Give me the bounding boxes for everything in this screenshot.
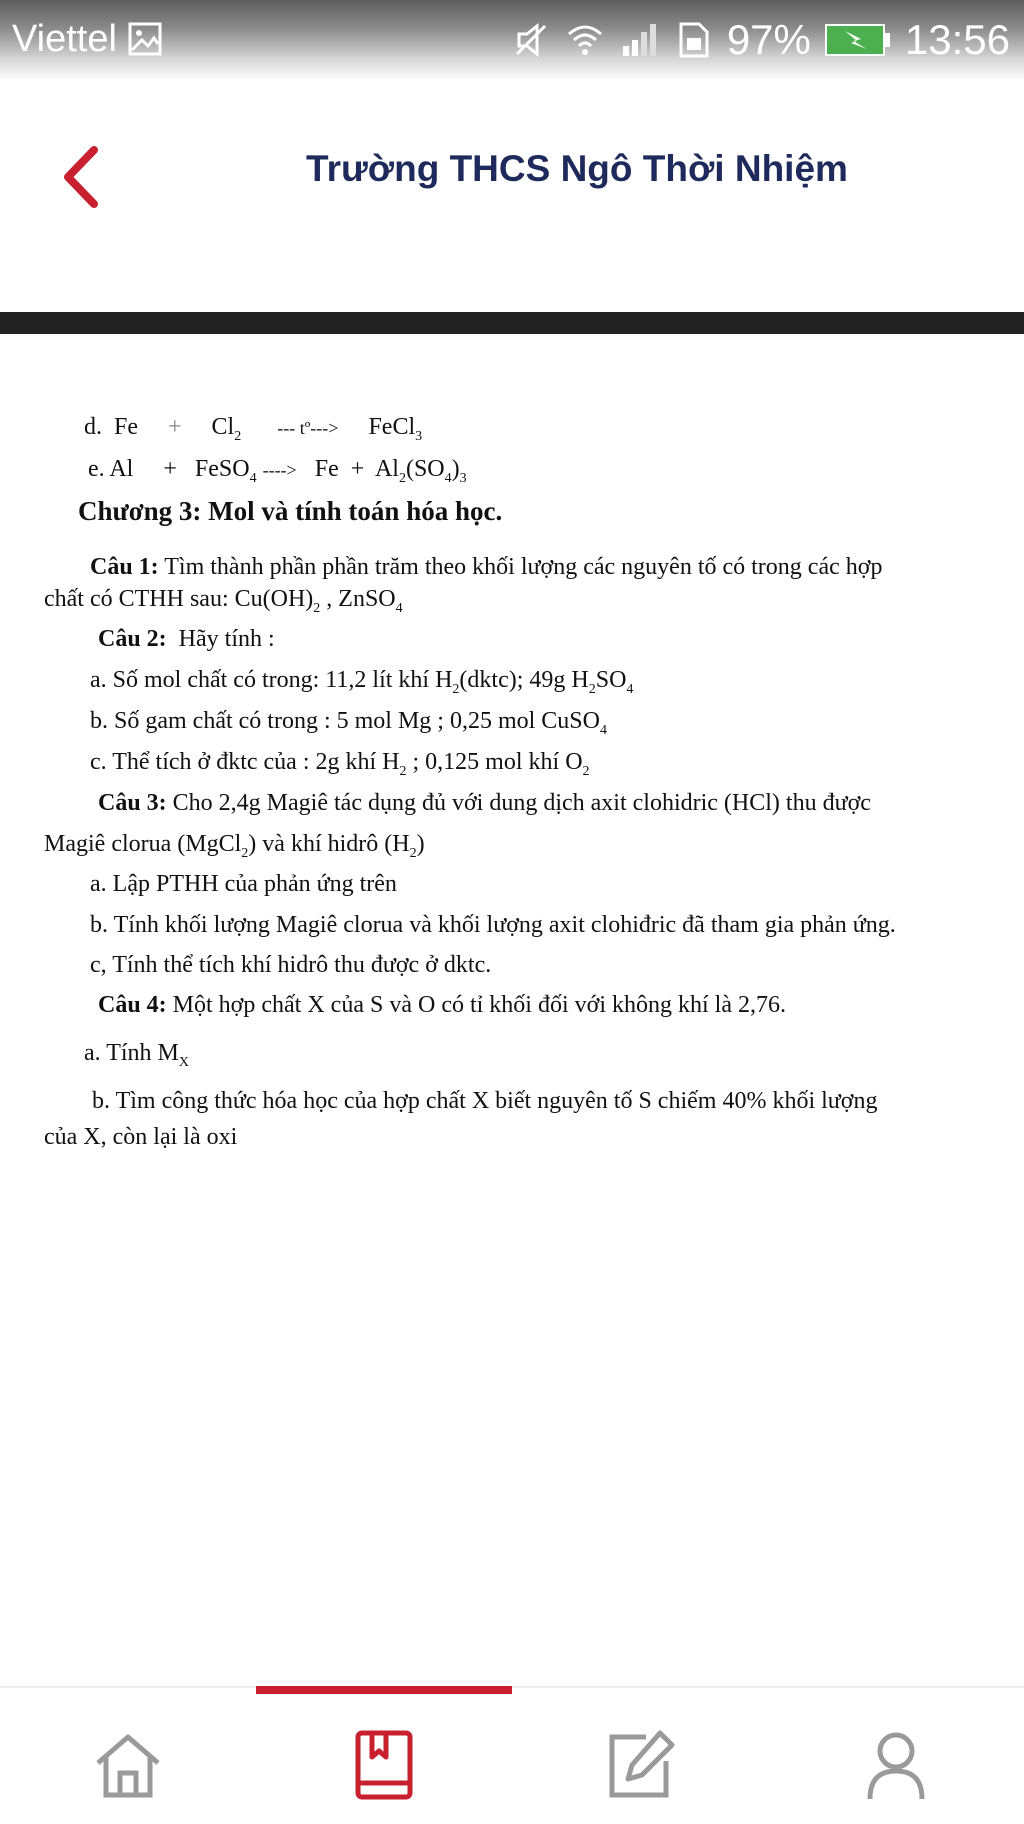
bottom-navigation: [0, 1686, 1024, 1824]
question-1-line-1: Câu 1: Tìm thành phần phần trăm theo khối lượng các nguyên tố có trong các hợp: [90, 554, 883, 580]
question-3c: c, Tính thể tích khí hidrô thu được ở dktc.: [90, 952, 492, 978]
question-4a: a. Tính $M_X$: [84, 1040, 190, 1070]
question-3b: b. Tính khối lượng Magiê clorua và khối lượng axit clohiđric đã tham gia phản ứng.: [90, 912, 896, 938]
equation-e: e. Al + FeSO$_4$ ----> $Fe + Al_2(SO_4)_3$: [88, 456, 467, 486]
book-icon: [346, 1727, 422, 1803]
equation-d: d. Fe + $Cl_2$ --- tº---> FeCl$_3$: [84, 414, 423, 444]
battery-percent: 97%: [726, 16, 811, 63]
image-notification-icon: [128, 22, 162, 56]
page-title: Trường THCS Ngô Thời Nhiệm: [306, 148, 848, 189]
mute-icon: [511, 20, 551, 60]
chapter-heading: Chương 3: Mol và tính toán hóa học.: [78, 496, 503, 526]
nav-home[interactable]: [0, 1688, 256, 1824]
question-2a: a. Số mol chất có trong: 11,2 lít khí $H_2(dktc)$; 49g $H_2SO_4$: [90, 667, 634, 697]
document-view: [0, 334, 1024, 1684]
question-3a: a. Lập PTHH của phản ứng trên: [90, 871, 397, 897]
nav-documents[interactable]: [256, 1688, 512, 1824]
user-icon: [858, 1727, 934, 1803]
app-header: [0, 80, 1024, 312]
signal-icon: [619, 20, 659, 60]
status-bar: [0, 0, 1024, 80]
carrier-name: Viettel: [12, 18, 117, 60]
nav-profile[interactable]: [768, 1688, 1024, 1824]
edit-icon: [602, 1727, 678, 1803]
question-4: Câu 4: Một hợp chất X của S và O có tỉ khối đối với không khí là 2,76.: [98, 992, 786, 1018]
question-2: Câu 2: Hãy tính :: [98, 626, 275, 652]
clock: 13:56: [904, 16, 1010, 63]
nav-edit[interactable]: [512, 1688, 768, 1824]
question-4b-line-1: b. Tìm công thức hóa học của hợp chất X biết nguyên tố S chiếm 40% khối lượng: [92, 1088, 878, 1114]
home-icon: [90, 1727, 166, 1803]
header-divider: [0, 312, 1024, 334]
question-2b: b. Số gam chất có trong : 5 mol Mg ; 0,25 mol CuSO$_4$: [90, 708, 607, 738]
question-3-line-1: Câu 3: Cho 2,4g Magiê tác dụng đủ với dung dịch axit clohidric (HCl) thu được: [98, 790, 871, 816]
question-2c: c. Thể tích ở đktc của : 2g khí $H_2$ ; 0,125 mol khí $O_2$: [90, 749, 590, 779]
wifi-icon: [565, 20, 605, 60]
battery-charging-icon: [825, 23, 891, 57]
question-4b-line-2: của X, còn lại là oxi: [44, 1124, 238, 1150]
question-1-line-2: chất có CTHH sau: $Cu(OH)_2$ , ZnSO$_4$: [44, 586, 403, 616]
sim-icon: [673, 20, 713, 60]
question-3-line-2: Magiê clorua (MgCl$_2$) và khí hidrô $(H_2)$: [44, 831, 425, 861]
